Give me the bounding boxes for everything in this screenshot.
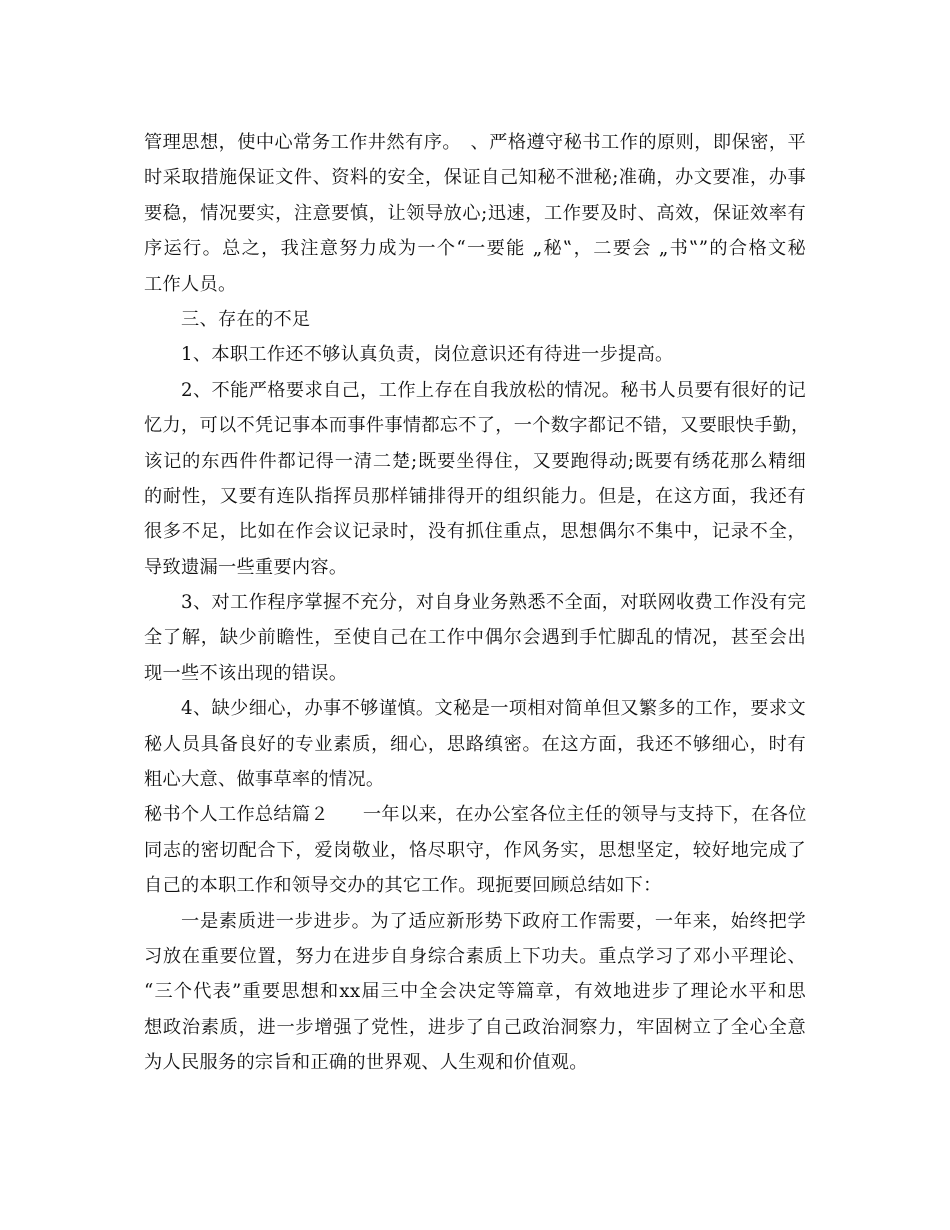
text-line: 4、缺少细心，办事不够谨慎。文秘是一项相对简单但又繁多的工作，要求文 [181,698,806,720]
text-line: 2、不能严格要求自己，工作上存在自我放松的情况。秘书人员要有很好的记 [181,379,806,401]
article-first-line: 一年以来，在办公室各位主任的领导与支持下，在各位 [362,804,807,826]
text-line: 秘人员具备良好的专业素质，细心，思路缜密。在这方面，我还不够细心，时有 [144,733,806,755]
text-line: 粗心大意、做事草率的情况。 [144,769,385,791]
text-line: 忆力，可以不凭记事本而事件事情都忘不了，一个数字都记不错，又要眼快手勤， [144,415,810,437]
text-line: 3、对工作程序掌握不充分，对自身业务熟悉不全面，对联网收费工作没有完 [181,592,806,614]
text-line: 该记的东西件件都记得一清二楚;既要坐得住，又要跑得动;既要有绣花那么精细 [144,450,806,472]
text-line: 同志的密切配合下，爱岗敬业，恪尽职守，作风务实，思想坚定，较好地完成了 [144,839,806,861]
article-title-line [144,797,806,832]
text-line: 为人民服务的宗旨和正确的世界观、人生观和价值观。 [144,1052,588,1074]
text-line: 管理思想，使中心常务工作井然有序。 、严格遵守秘书工作的原则，即保密，平 [144,132,806,153]
article-title: 秘书个人工作总结篇２ [144,804,329,826]
text-line: 想政治素质，进一步增强了党性，进步了自己政治洞察力，牢固树立了全心全意 [144,1016,806,1038]
text-line: 自己的本职工作和领导交办的其它工作。现扼要回顾总结如下： [144,875,662,897]
text-line: 工作人员。 [144,273,237,295]
text-line: 全了解，缺少前瞻性，至使自己在工作中偶尔会遇到手忙脚乱的情况，甚至会出 [144,627,806,649]
text-line: 习放在重要位置，努力在进步自身综合素质上下功夫。重点学习了邓小平理论、 [144,945,806,967]
text-line: 时采取措施保证文件、资料的安全，保证自己知秘不泄秘;准确，办文要准，办事 [144,167,806,189]
section-heading: 三、存在的不足 [181,308,311,330]
text-line: “三个代表”重要思想和xx届三中全会决定等篇章，有效地进步了理论水平和思 [144,981,806,1003]
text-line: 要稳，情况要实，注意要慎，让领导放心;迅速，工作要及时、高效，保证效率有 [144,202,806,224]
text-line: 序运行。总之，我注意努力成为一个“一要能 „秘‟，二要会 „书‟”的合格文秘 [144,238,806,260]
text-line: 很多不足，比如在作会议记录时，没有抓住重点，思想偶尔不集中，记录不全， [144,521,806,543]
text-line: 1、本职工作还不够认真负责，岗位意识还有待进一步提高。 [181,344,674,366]
document-body [144,125,810,1081]
text-line: 的耐性，又要有连队指挥员那样铺排得开的组织能力。但是，在这方面，我还有 [144,485,806,507]
text-line: 一是素质进一步进步。为了适应新形势下政府工作需要，一年来，始终把学 [181,910,806,932]
text-line: 现一些不该出现的错误。 [144,662,348,684]
text-line: 导致遗漏一些重要内容。 [144,556,348,578]
